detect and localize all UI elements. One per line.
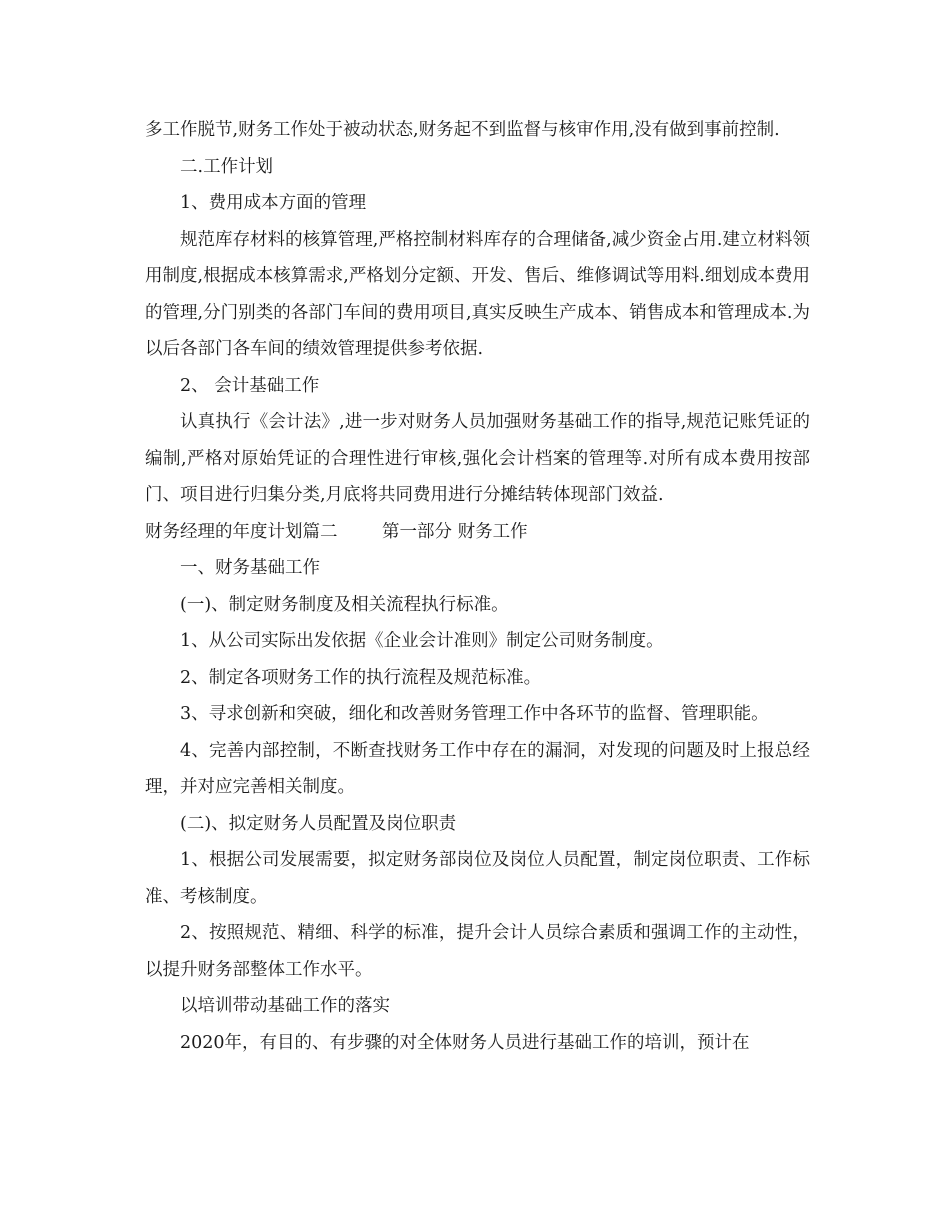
subheading-accounting-basics: 2、 会计基础工作 (180, 375, 320, 396)
list-item-4: 4、完善内部控制，不断查找财务工作中存在的漏洞，对发现的问题及时上报总经理，并对应完善相关制度。 (145, 740, 810, 797)
list-item-staffing-2: 2、按照规范、精细、科学的标准，提升会计人员综合素质和强调工作的主动性，以提升财务部整体工作水平。 (145, 923, 810, 980)
subheading-training: 以培训带动基础工作的落实 (180, 996, 390, 1016)
paragraph-accounting-basics: 认真执行《会计法》,进一步对财务人员加强财务基础工作的指导,规范记账凭证的编制,严格对原始凭证的合理性进行审核,强化会计档案的管理等.对所有成本费用按部门、项目进行归集分类,月底将共同费用进行分摊结转体现部门效益. (145, 412, 810, 505)
subheading-cost-management: 1、费用成本方面的管理 (180, 193, 367, 213)
paragraph-continuation: 多工作脱节,财务工作处于被动状态,财务起不到监督与核审作用,没有做到事前控制. (145, 120, 780, 140)
paragraph-training: 2020年，有目的、有步骤的对全体财务人员进行基础工作的培训，预计在 (180, 1032, 750, 1053)
paragraph-cost-management: 规范库存材料的核算管理,严格控制材料库存的合理储备,减少资金占用.建立材料领用制度,根据成本核算需求,严格划分定额、开发、售后、维修调试等用料.细划成本费用的管理,分门别类的各部门车间的费用项目,真实反映生产成本、销售成本和管理成本.为以后各部门各车间的绩效管理提供参考依据. (145, 229, 810, 359)
heading-work-plan: 二.工作计划 (180, 156, 274, 177)
section-title-part-two: 财务经理的年度计划篇二 第一部分 财务工作 (145, 521, 528, 542)
list-item-1: 1、从公司实际出发依据《企业会计准则》制定公司财务制度。 (180, 631, 664, 651)
subheading-finance-rules: (一)、制定财务制度及相关流程执行标准。 (180, 594, 509, 615)
document-body (145, 112, 810, 1061)
list-item-3: 3、寻求创新和突破，细化和改善财务管理工作中各环节的监督、管理职能。 (180, 704, 769, 724)
list-item-staffing-1: 1、根据公司发展需要，拟定财务部岗位及岗位人员配置，制定岗位职责、工作标准、考核制度。 (145, 850, 810, 907)
heading-finance-basics: 一、财务基础工作 (180, 558, 320, 578)
list-item-2: 2、制定各项财务工作的执行流程及规范标准。 (180, 667, 542, 688)
subheading-staffing: (二)、拟定财务人员配置及岗位职责 (180, 813, 457, 834)
